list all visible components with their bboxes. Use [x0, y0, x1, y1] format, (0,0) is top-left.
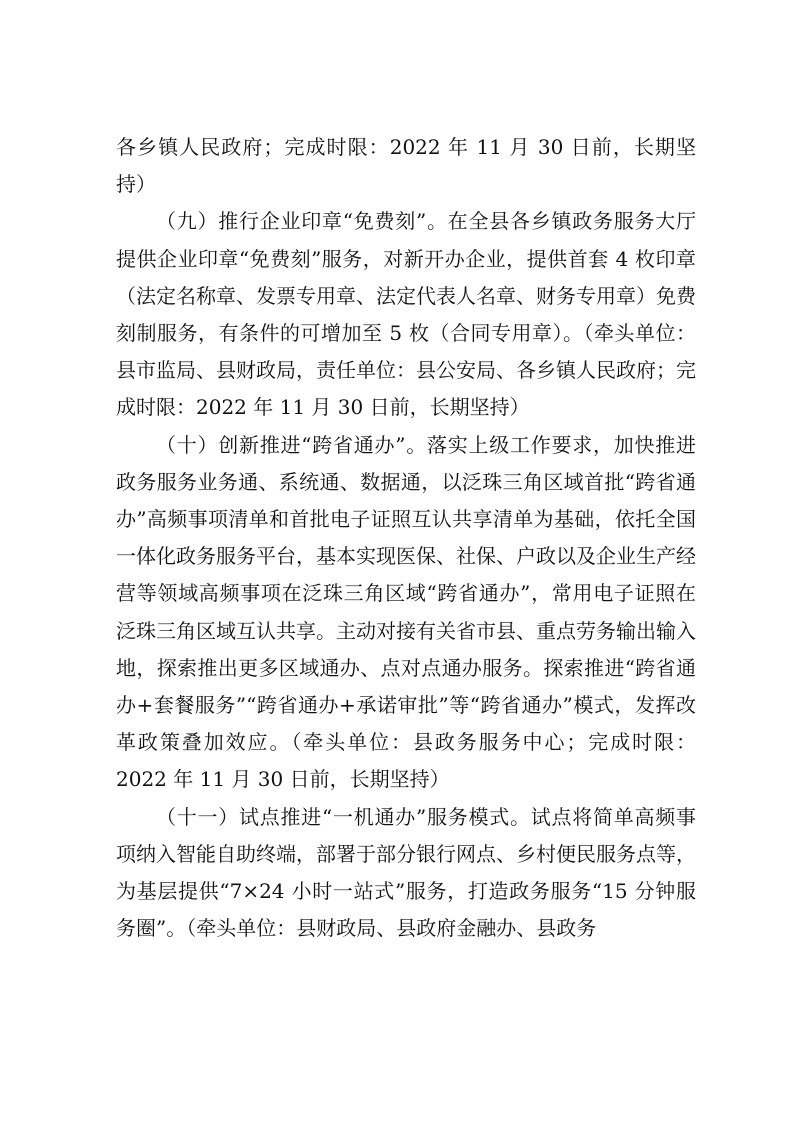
paragraph-item-10: （十）创新推进“跨省通办”。落实上级工作要求，加快推进政务服务业务通、系统通、数据通，以泛珠三角区域首批“跨省通办”高频事项清单和首批电子证照互认共享清单为基础，依托全国一体化政务服务平台，基本实现医保、社保、户政以及企业生产经营等领域高频事项在泛珠三角区域“跨省通办”，常用电子证照在泛珠三角区域互认共享。主动对接有关省市县、重点劳务输出输入地，探索推出更多区域通办、点对点通办服务。探索推进“跨省通办+套餐服务”“跨省通办+承诺审批”等“跨省通办”模式，发挥改革政策叠加效应。（牵头单位：县政务服务中心；完成时限：2022 年 11 月 30 日前，长期坚持） — [116, 432, 696, 792]
paragraph-continuation: 各乡镇人民政府；完成时限：2022 年 11 月 30 日前，长期坚持） — [116, 135, 696, 197]
paragraph-item-9: （九）推行企业印章“免费刻”。在全县各乡镇政务服务大厅提供企业印章“免费刻”服务，对新开办企业，提供首套 4 枚印章（法定名称章、发票专用章、法定代表人名章、财务专用章）免费刻制服务，有条件的可增加至 5 枚（合同专用章）。（牵头单位：县市监局、县财政局，责任单位：县公安局、各乡镇人民政府；完成时限：2022 年 11 月 30 日前，长期坚持） — [116, 209, 696, 420]
paragraph-item-11: （十一）试点推进“一机通办”服务模式。试点将简单高频事项纳入智能自助终端，部署于部分银行网点、乡村便民服务点等，为基层提供“7×24 小时一站式”服务，打造政务服务“15 分钟服务圈”。（牵头单位：县财政局、县政府金融办、县政务 — [116, 804, 696, 941]
document-page — [116, 129, 696, 947]
